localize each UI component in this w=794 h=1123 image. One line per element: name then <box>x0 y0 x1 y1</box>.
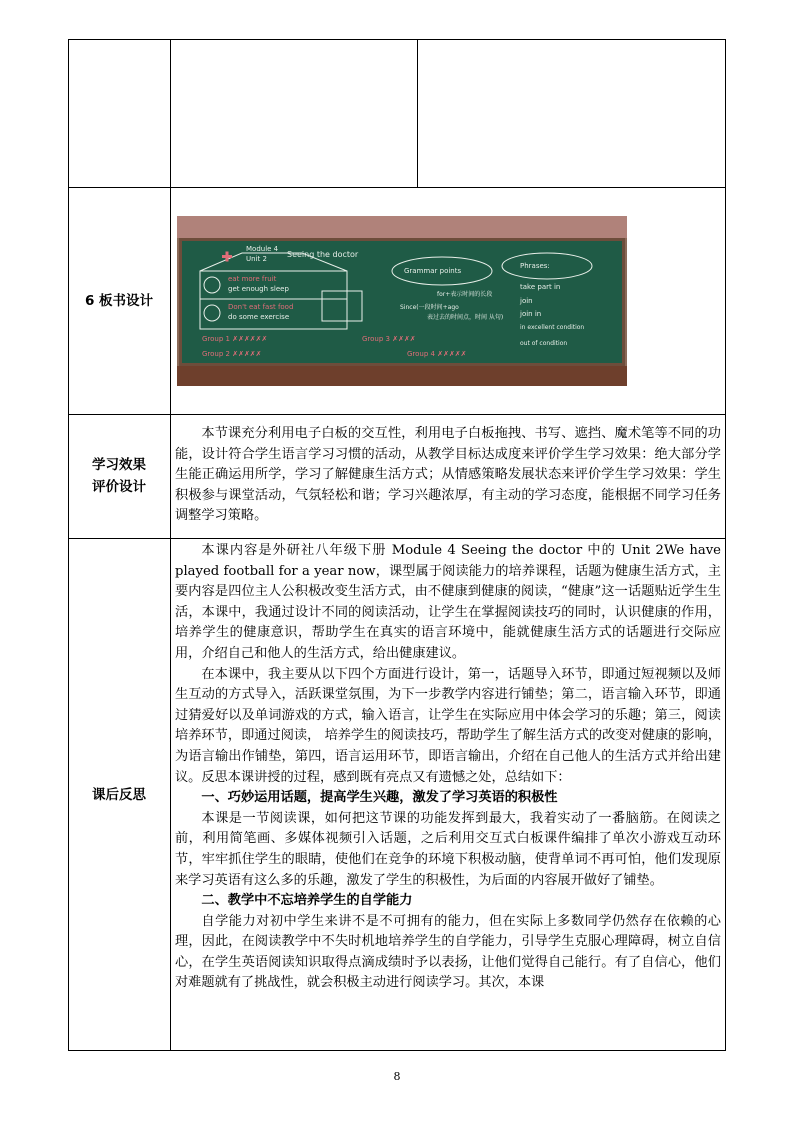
reflection-paragraph: 本课内容是外研社八年级下册 Module 4 Seeing the doctor 中的 Unit 2We have played football for a year now，课型属于阅读能力的培养课程，话题为健康生活方式，主要内容是四位主人公积极改变生活方式，由不健康到健康的阅读，“健康”这一话题贴近学生生活，本课中，我通过设计不同的阅读活动，让学生在掌握阅读技巧的同时，认识健康的作用，培养学生的健康意识，帮助学生在真实的语言环境中，能就健康生活方式的话题进行交际应用，介绍自己和他人的生活方式，给出健康建议。 <box>175 543 721 661</box>
page-number: 8 <box>393 1070 401 1083</box>
board-unit: Unit 2 <box>246 255 267 263</box>
board-group-1: Group 1 ✗✗✗✗✗✗ <box>202 335 268 343</box>
evaluation-paragraph: 本节课充分利用电子白板的交互性，利用电子白板拖拽、书写、遮挡、魔术笔等不同的功能，设计符合学生语言学习习惯的活动，从教学目标达成度来评价学生学习效果：绝大部分学生能正确运用所学，学习了解健康生活方式；从情感策略发展状态来评价学生学习效果：学生积极参与课堂活动，气氛轻松和谐；学习兴趣浓厚，有主动的学习态度，能根据不同学习任务调整学习策略。 <box>175 426 721 524</box>
table-top-border <box>68 39 726 40</box>
board-grammar-3: 表过去的时间点，时间 从句) <box>427 314 504 321</box>
board-ledge <box>177 366 627 386</box>
board-group-4: Group 4 ✗✗✗✗✗ <box>407 350 467 358</box>
sad-face-icon <box>204 305 220 321</box>
box-icon <box>322 291 362 321</box>
row-divider-2 <box>68 414 726 415</box>
board-line-3: Don't eat fast food <box>228 303 294 311</box>
board-grammar-1: for+表示时间的长段 <box>437 291 493 298</box>
wall-background <box>177 216 627 238</box>
board-grammar-2: Since(一段时间+ago <box>400 304 459 311</box>
board-line-2: get enough sleep <box>228 285 289 293</box>
table-column-divider <box>170 39 171 1051</box>
board-grammar: Grammar points <box>404 267 462 275</box>
board-phrase-4: in excellent condition <box>520 324 585 331</box>
blackboard-photo <box>177 216 627 386</box>
reflection-content <box>175 541 721 994</box>
board-phrases: Phrases: <box>520 262 550 270</box>
table-inner-divider <box>417 39 418 187</box>
reflection-paragraph: 本课是一节阅读课，如何把这节课的功能发挥到最大，我着实动了一番脑筋。在阅读之前，利用简笔画、多媒体视频引入话题，之后利用交互式白板课件编排了单次小游戏互动环节，牢牢抓住学生的眼睛，使他们在竞争的环境下积极动脑，使背单词不再可怕，他们发现原来学习英语有这么多的乐趣，激发了学生的积极性，为后面的内容展开做好了铺垫。 <box>175 810 721 888</box>
board-title: Seeing the doctor <box>287 250 359 259</box>
board-group-3: Group 3 ✗✗✗✗ <box>362 335 416 343</box>
reflection-label: 课后反思 <box>92 787 146 803</box>
table-right-border <box>725 39 726 1051</box>
reflection-paragraph: 自学能力对初中学生来讲不是不可拥有的能力，但在实际上多数同学仍然存在依赖的心理，因此，在阅读教学中不失时机地培养学生的自学能力，引导学生克服心理障碍，树立自信心，在学生英语阅读知识取得点滴成绩时予以表扬，让他们觉得自己能行。有了自信心，他们对难题就有了挑战性，就会积极主动进行阅读学习。其次，本课 <box>175 913 721 991</box>
evaluation-label-line-1: 学习效果 <box>92 457 146 473</box>
row-divider-3 <box>68 538 726 539</box>
board-phrase-1: take part in <box>520 283 561 291</box>
board-phrase-2: join <box>520 297 533 305</box>
board-phrase-5: out of condition <box>520 340 568 347</box>
reflection-heading: 一、巧妙运用话题，提高学生兴趣，激发了学习英语的积极性 <box>201 790 558 806</box>
board-design-label: 6 板书设计 <box>84 293 154 309</box>
reflection-heading: 二、教学中不忘培养学生的自学能力 <box>201 893 413 909</box>
board-phrase-3: join in <box>520 310 542 318</box>
blackboard <box>179 238 625 366</box>
chalk-drawing <box>182 241 622 363</box>
happy-face-icon <box>204 277 220 293</box>
evaluation-label <box>69 454 169 498</box>
table-left-border <box>68 39 69 1051</box>
table-bottom-border <box>68 1050 726 1051</box>
board-group-2: Group 2 ✗✗✗✗✗ <box>202 350 262 358</box>
board-line-4: do some exercise <box>228 313 290 321</box>
board-line-1: eat more fruit <box>228 275 277 283</box>
board-module: Module 4 <box>246 245 279 253</box>
evaluation-label-line-2: 评价设计 <box>92 479 146 495</box>
reflection-paragraph: 在本课中，我主要从以下四个方面进行设计，第一，话题导入环节，即通过短视频以及师生互动的方式导入，活跃课堂氛围，为下一步教学内容进行铺垫；第二，语言输入环节，即通过猜爱好以及单词游戏的方式，输入语言，让学生在实际应用中体会学习的乐趣；第三，阅读培养环节，即通过阅读， 培养学生的阅读技巧，帮助学生了解生活方式的改变对健康的影响，为语言输出作铺垫，第四，语言运用环节，即语言输出，介绍在自己他人的生活方式并给出建议。反思本课讲授的过程，感到既有亮点又有遗憾之处，总结如下： <box>175 666 721 785</box>
evaluation-content <box>175 424 721 527</box>
row-divider-1 <box>68 187 726 188</box>
